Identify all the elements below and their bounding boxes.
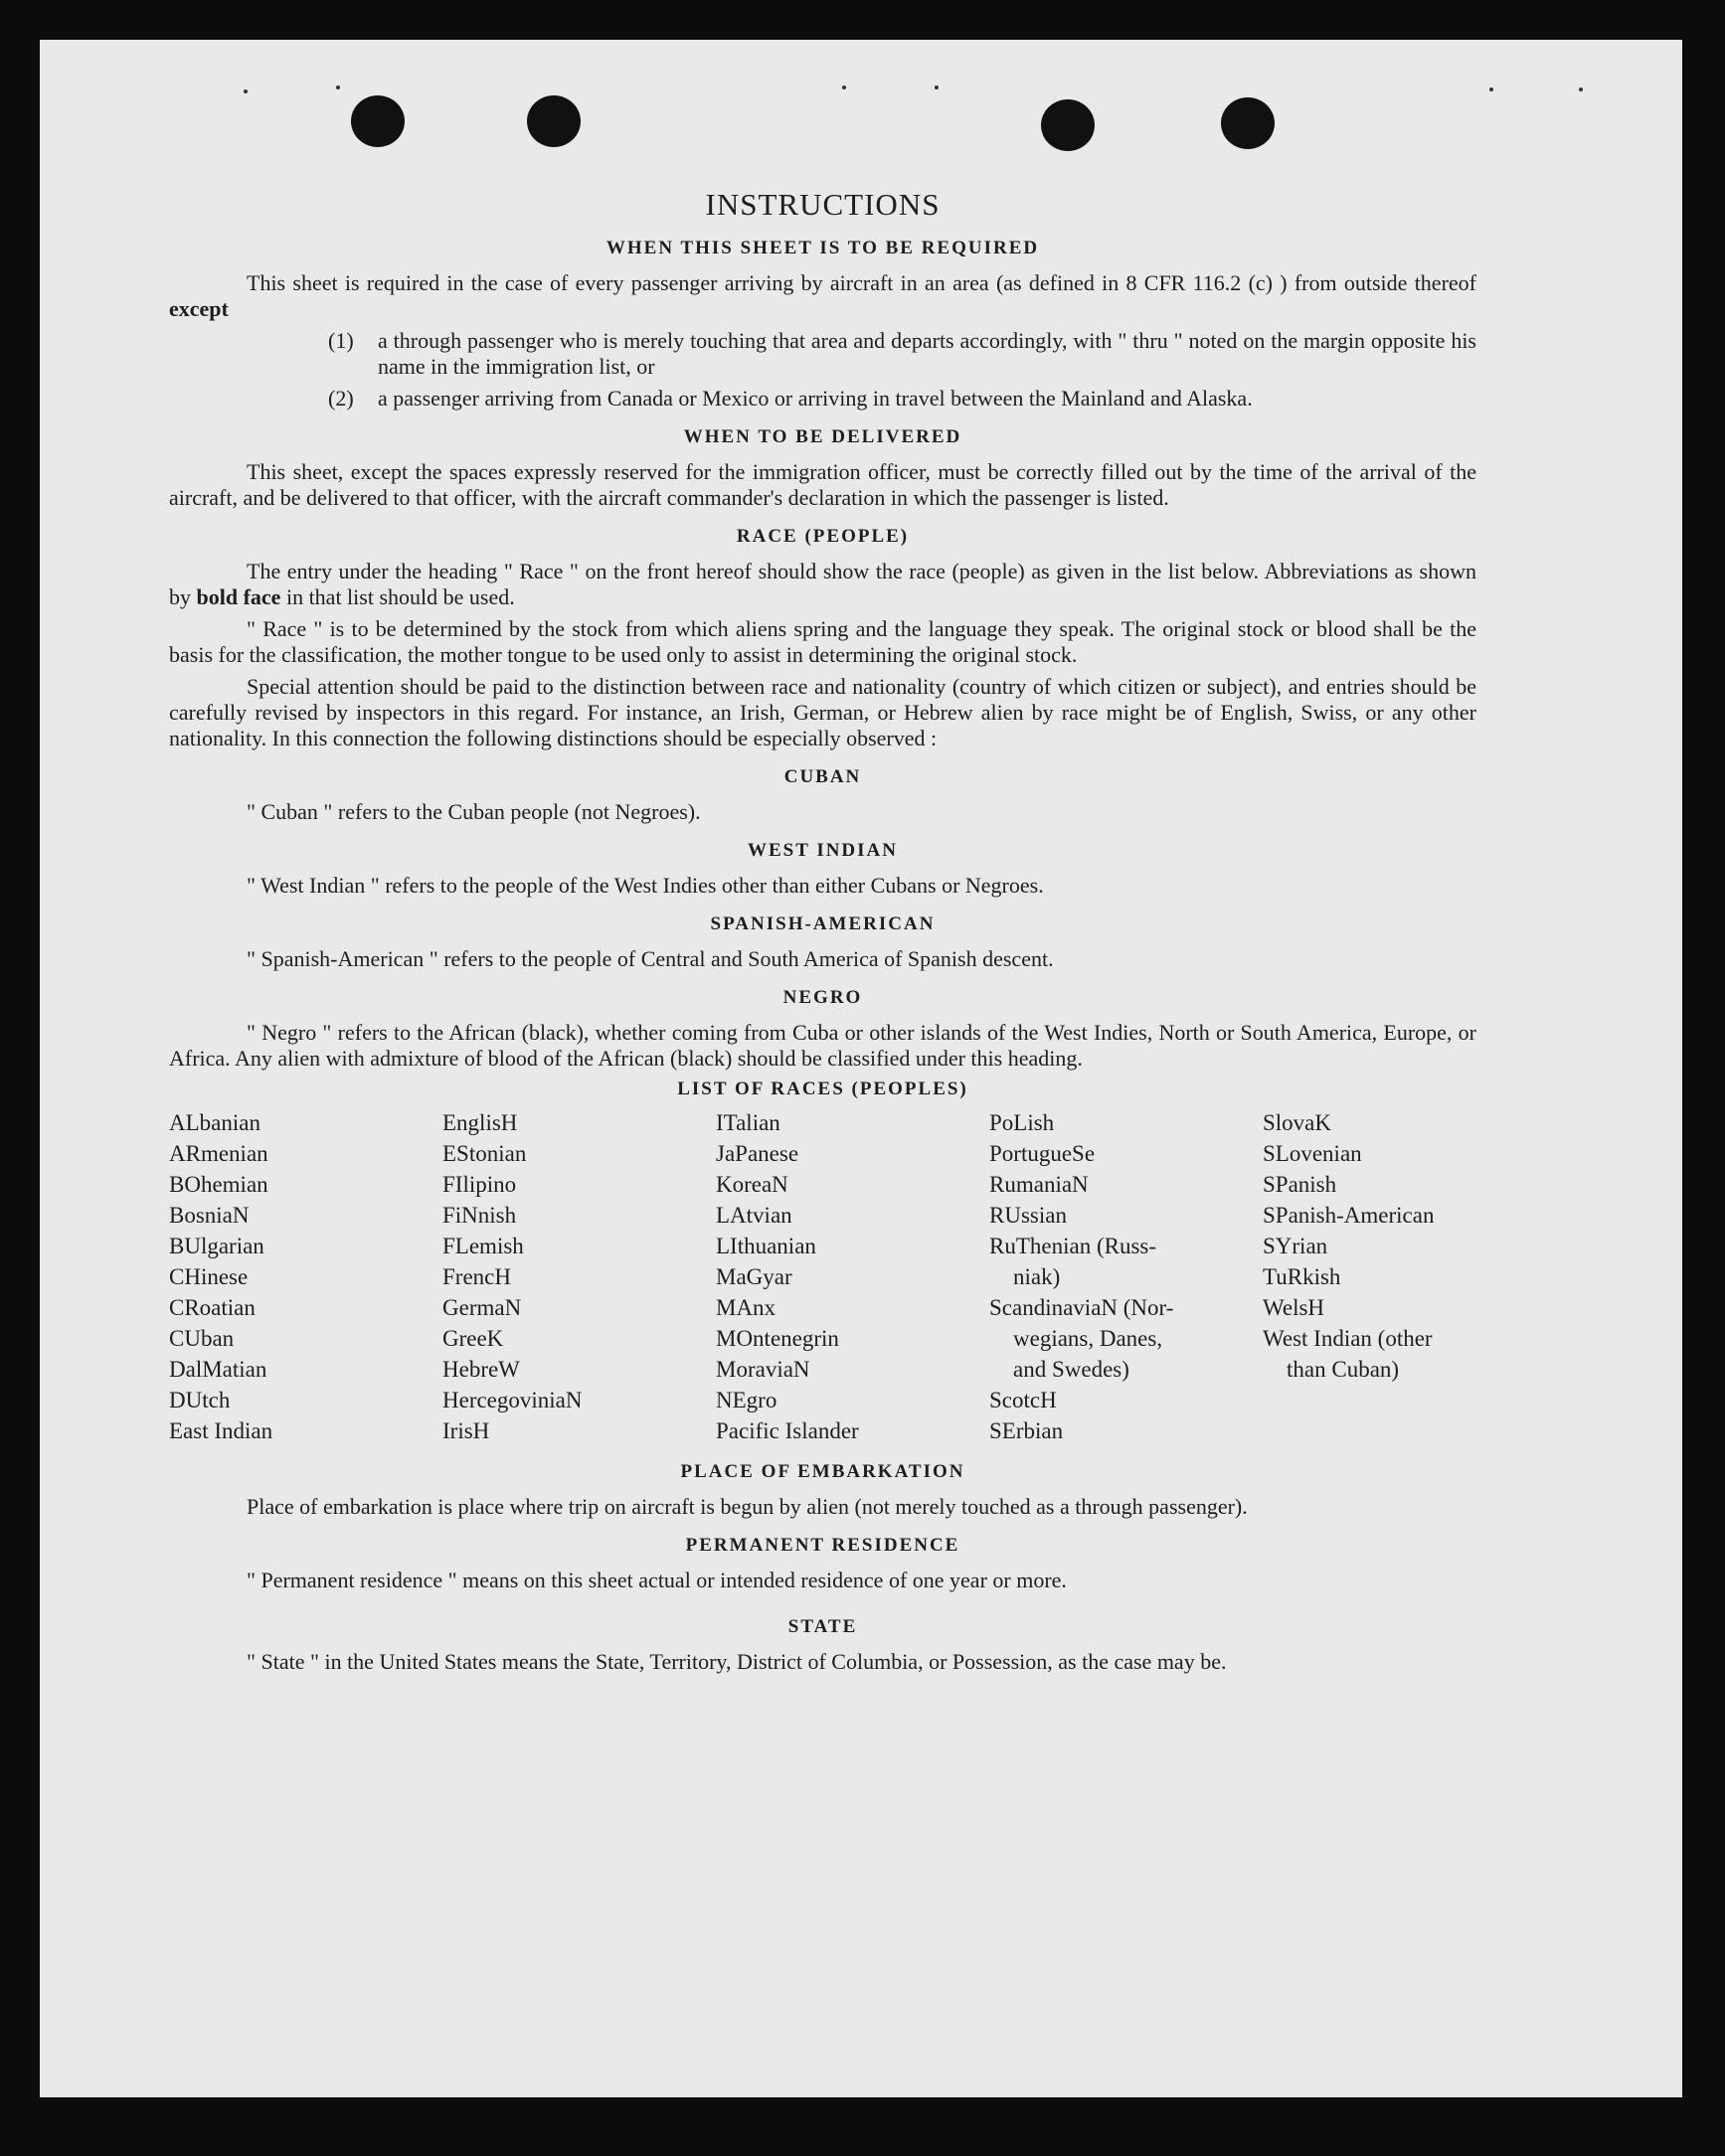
heading-embarkation: PLACE OF EMBARKATION [680, 1461, 965, 1482]
race-entry: HercegoviniaN [442, 1388, 583, 1412]
race-entry: FIlipino [442, 1172, 517, 1197]
race-entry: CHinese [169, 1264, 249, 1289]
race-entry: PortugueSe [989, 1141, 1096, 1166]
list-item: (1) a through passenger who is merely touching that area and departs accordingly, with " thru " noted on the margin opposite his name in the immigration list, or [328, 328, 1476, 379]
race-entry: BOhemian [169, 1172, 268, 1197]
paragraph-cuban: " Cuban " refers to the Cuban people (not Negroes). [247, 799, 701, 824]
race-entry: wegians, Danes, [1013, 1326, 1163, 1351]
races-column [442, 1107, 716, 1446]
race-entry: LAtvian [716, 1203, 792, 1228]
paragraph-race-2: " Race " is to be determined by the stock from which aliens spring and the language they speak. The original stock or blood shall be the basis for the classification, the mother tongue to be used only to assist in determining the original stock. [169, 616, 1476, 667]
race-entry: SLovenian [1263, 1141, 1362, 1166]
race-entry: JaPanese [716, 1141, 799, 1166]
race-entry: and Swedes) [1013, 1357, 1129, 1382]
race-entry: niak) [1013, 1264, 1061, 1289]
race-entry: FrencH [442, 1264, 511, 1289]
race-entry: West Indian (other [1263, 1326, 1433, 1351]
race-entry: ITalian [716, 1110, 780, 1135]
race-entry: MAnx [716, 1295, 776, 1320]
race-entry: CUban [169, 1326, 235, 1351]
heading-cuban: CUBAN [783, 766, 862, 787]
race-entry: LIthuanian [716, 1234, 816, 1258]
race-entry: SYrian [1263, 1234, 1328, 1258]
race-entry: HebreW [442, 1357, 520, 1382]
speck [1579, 87, 1583, 91]
speck [935, 85, 939, 89]
race-entry: GermaN [442, 1295, 522, 1320]
race-entry: FLemish [442, 1234, 524, 1258]
race-entry: ScotcH [989, 1388, 1057, 1412]
paragraph-state: " State " in the United States means the State, Territory, District of Columbia, or Possession, as the case may be. [247, 1649, 1227, 1674]
race-entry: MoraviaN [716, 1357, 810, 1382]
race-entry: BosniaN [169, 1203, 250, 1228]
race-entry: MaGyar [716, 1264, 792, 1289]
race-entry: FiNnish [442, 1203, 517, 1228]
paragraph-required: This sheet is required in the case of every passenger arriving by aircraft in an area (as defined in 8 CFR 116.2 (c) ) from outside thereof except [169, 270, 1476, 321]
race-entry: SPanish-American [1263, 1203, 1435, 1228]
race-entry: EnglisH [442, 1110, 518, 1135]
race-entry: SlovaK [1263, 1110, 1331, 1135]
heading-west-indian: WEST INDIAN [748, 840, 898, 861]
race-entry: KoreaN [716, 1172, 788, 1197]
speck [244, 89, 248, 93]
paragraph-race-1: The entry under the heading " Race " on the front hereof should show the race (people) as given in the list below. Abbreviations as shown by bold face in that list should be used. [169, 559, 1476, 609]
races-list [169, 1107, 1476, 1446]
paragraph-race-3: Special attention should be paid to the distinction between race and nationality (country of which citizen or subject), and entries should be carefully revised by inspectors in this regard. For instance, an Irish, German, or Hebrew alien by race might be of English, Swiss, or any other nationality. In this connection the following distinctions should be especially observed : [169, 674, 1476, 750]
race-entry: SErbian [989, 1418, 1064, 1443]
races-column [1263, 1107, 1476, 1446]
race-entry: TuRkish [1263, 1264, 1341, 1289]
instructions-content [169, 139, 1476, 1681]
race-entry: DalMatian [169, 1357, 267, 1382]
speck [842, 85, 846, 89]
race-entry: EStonian [442, 1141, 527, 1166]
race-entry: ARmenian [169, 1141, 268, 1166]
speck [336, 85, 340, 89]
races-column [989, 1107, 1263, 1446]
race-entry: CRoatian [169, 1295, 256, 1320]
heading-state: STATE [787, 1616, 858, 1637]
race-entry: GreeK [442, 1326, 504, 1351]
race-entry: SPanish [1263, 1172, 1337, 1197]
list-item: (2) a passenger arriving from Canada or Mexico or arriving in travel between the Mainland and Alaska. [328, 386, 1253, 411]
race-entry: IrisH [442, 1418, 490, 1443]
race-entry: RumaniaN [989, 1172, 1089, 1197]
heading-delivered: WHEN TO BE DELIVERED [683, 426, 962, 447]
race-entry: NEgro [716, 1388, 777, 1412]
race-entry: BUlgarian [169, 1234, 264, 1258]
race-entry: Pacific Islander [716, 1418, 859, 1443]
paragraph-delivered: This sheet, except the spaces expressly reserved for the immigration officer, must be correctly filled out by the time of the arrival of the aircraft, and be delivered to that officer, with the aircraft commander's declaration in which the passenger is listed. [169, 459, 1476, 510]
race-entry: East Indian [169, 1418, 273, 1443]
paragraph-west-indian: " West Indian " refers to the people of the West Indies other than either Cubans or Negroes. [247, 873, 1044, 898]
heading-race: RACE (PEOPLE) [736, 526, 910, 547]
page-title: INSTRUCTIONS [705, 187, 941, 222]
race-entry: ScandinaviaN (Nor- [989, 1295, 1174, 1320]
heading-list-of-races: LIST OF RACES (PEOPLES) [677, 1078, 968, 1099]
race-entry: DUtch [169, 1388, 231, 1412]
races-column [716, 1107, 989, 1446]
heading-residence: PERMANENT RESIDENCE [685, 1535, 960, 1556]
race-entry: WelsH [1263, 1295, 1325, 1320]
heading-spanish-american: SPANISH-AMERICAN [710, 913, 936, 934]
race-entry: ALbanian [169, 1110, 260, 1135]
speck [1489, 87, 1493, 91]
paragraph-embarkation: Place of embarkation is place where trip on aircraft is begun by alien (not merely touched as a through passenger). [247, 1494, 1248, 1519]
race-entry: RUssian [989, 1203, 1067, 1228]
race-entry: than Cuban) [1287, 1357, 1400, 1382]
paragraph-spanish-american: " Spanish-American " refers to the people of Central and South America of Spanish descent. [247, 946, 1054, 971]
race-entry: RuThenian (Russ- [989, 1234, 1157, 1258]
paragraph-residence: " Permanent residence " means on this sheet actual or intended residence of one year or more. [247, 1568, 1067, 1592]
paragraph-negro: " Negro " refers to the African (black), whether coming from Cuba or other islands of the West Indies, North or South America, Europe, or Africa. Any alien with admixture of blood of the African (black) should be classified under this heading. [169, 1020, 1476, 1071]
race-entry: PoLish [989, 1110, 1055, 1135]
heading-negro: NEGRO [782, 987, 863, 1008]
heading-required: WHEN THIS SHEET IS TO BE REQUIRED [605, 238, 1040, 258]
race-entry: MOntenegrin [716, 1326, 839, 1351]
races-column [169, 1107, 442, 1446]
